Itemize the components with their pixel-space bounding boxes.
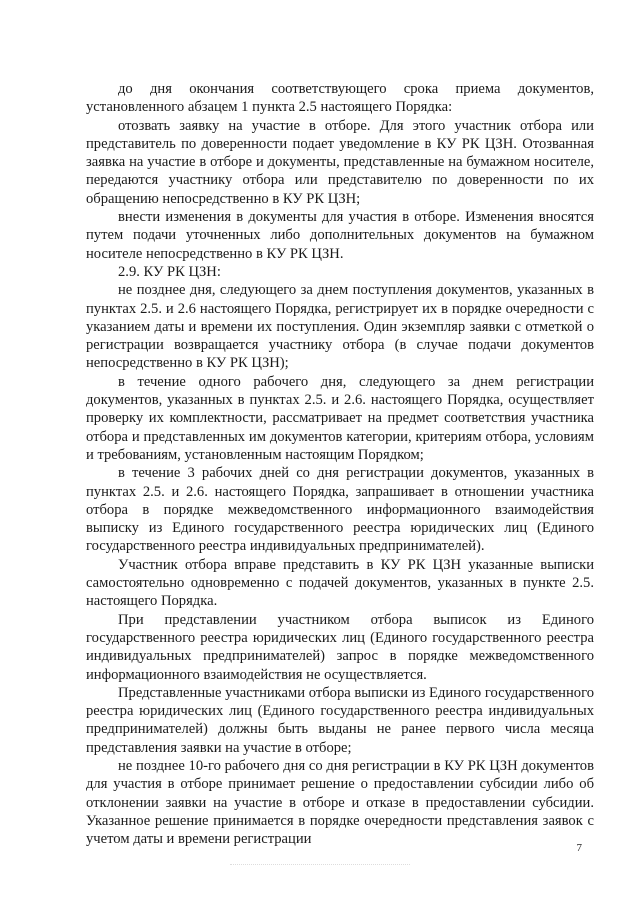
paragraph-withdraw-application: отозвать заявку на участие в отборе. Для этого участник отбора или представитель по доверенности подает уведомление в КУ РК ЦЗН. Отозванная заявка на участие в отборе и документы, представленные на бумажном носителе, передаются участнику отбора или представителю по доверенности по их обращению непосредственно в КУ РК ЦЗН; [86, 117, 594, 207]
section-heading-2-9: 2.9. КУ РК ЦЗН: [118, 263, 221, 280]
paragraph-participant-extracts: Участник отбора вправе представить в КУ РК ЦЗН указанные выписки самостоятельно одновременно с подачей документов, указанных в пункте 2.5. настоящего Порядка. [86, 556, 594, 610]
paragraph-interagency-request: в течение 3 рабочих дней со дня регистрации документов, указанных в пунктах 2.5. и 2.6. настоящего Порядка, запрашивает в отношении участника отбора в порядке межведомственного информационного взаимодействия выписку из Единого государственного реестра юридических лиц (Единого государственного реестра индивидуальных предпринимателей). [86, 465, 594, 555]
scan-artifact-divider [230, 860, 410, 865]
paragraph-deadline-intro: до дня окончания соответствующего срока приема документов, установленного абзацем 1 пункта 2.5 настоящего Порядка: [86, 81, 594, 116]
paragraph-registration: не позднее дня, следующего за днем поступления документов, указанных в пунктах 2.5. и 2.6 настоящего Порядка, регистрирует их в порядке очередности с указанием даты и времени их поступления. Один экземпляр заявки с отметкой о регистрации возвращается участнику отбора (в случае подачи документов непосредственно в КУ РК ЦЗН); [86, 282, 594, 372]
paragraph-decision: не позднее 10-го рабочего дня со дня регистрации в КУ РК ЦЗН документов для участия в отборе принимает решение о предоставлении субсидии либо об отклонении заявки на участие в отборе и отказе в предоставлении субсидии. Указанное решение принимается в порядке очередности представления заявок с учетом даты и времени регистрации [86, 757, 594, 848]
paragraph-extract-date: Представленные участниками отбора выписки из Единого государственного реестра юридических лиц (Единого государственного реестра индивидуальных предпринимателей) должны быть выданы не ранее первого числа месяца представления заявки на участие в отборе; [86, 684, 594, 756]
page-number: 7 [576, 842, 582, 854]
document-body [86, 80, 594, 848]
paragraph-no-request: При представлении участником отбора выписок из Единого государственного реестра юридических лиц (Единого государственного реестра индивидуальных предпринимателей) запрос в порядке межведомственного информационного взаимодействия не осуществляется. [86, 611, 594, 683]
paragraph-completeness-check: в течение одного рабочего дня, следующего за днем регистрации документов, указанных в пунктах 2.5. и 2.6. настоящего Порядка, осуществляет проверку их комплектности, рассматривает на предмет соответствия участника отбора и представленных им документов категории, критериям отбора, условиям и требованиям, установленным настоящим Порядком; [86, 373, 594, 463]
paragraph-amend-documents: внести изменения в документы для участия в отборе. Изменения вносятся путем подачи уточненных либо дополнительных документов на бумажном носителе непосредственно в КУ РК ЦЗН. [86, 209, 594, 262]
